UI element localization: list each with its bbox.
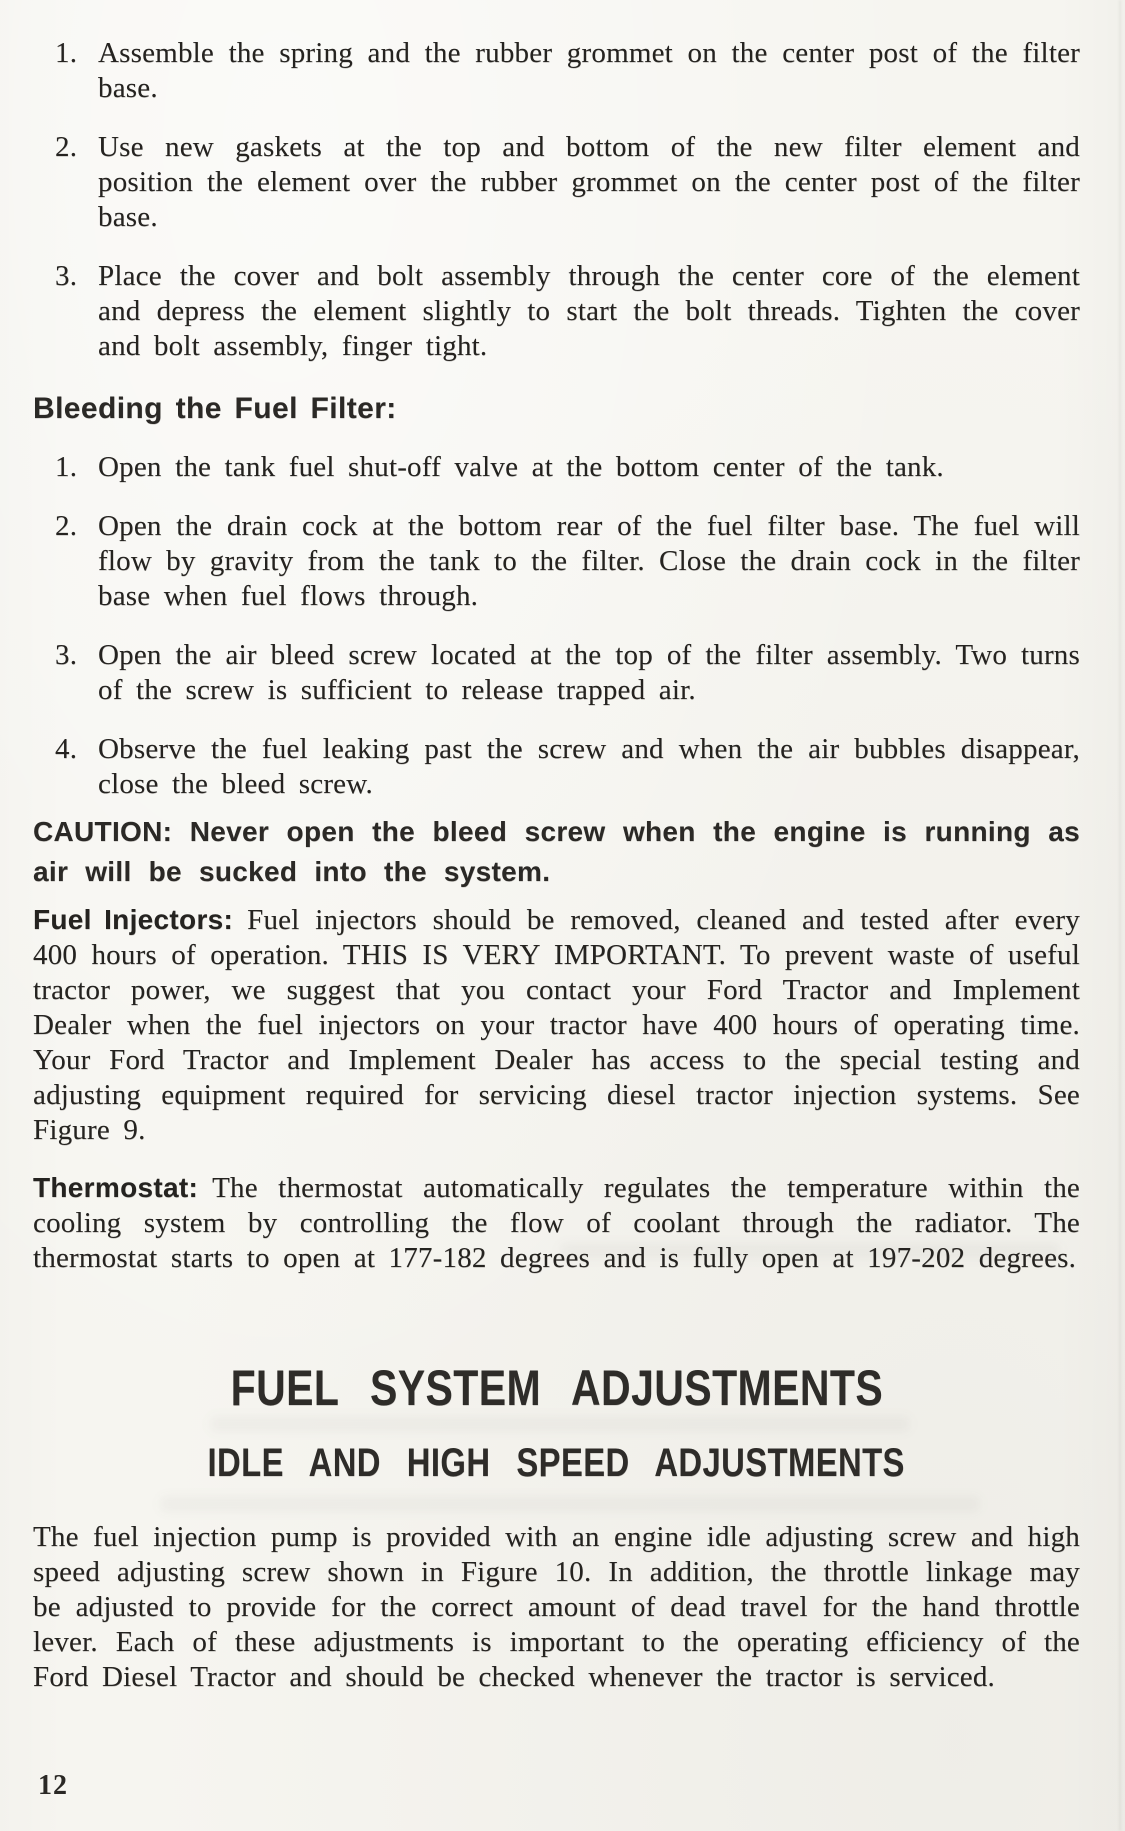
list-item-text: Place the cover and bolt assembly through the center core of the element and depress the element slightly to start the bolt threads. Tighten the cover and bolt assembly, finger tight.	[98, 260, 1080, 362]
list-item-number: 1.	[55, 37, 78, 69]
list-item	[33, 450, 1080, 485]
idle-high-speed-heading	[33, 1442, 1080, 1484]
list-item-text: Use new gaskets at the top and bottom of the new filter element and position the element over the rubber grommet on the center post of the filter base.	[98, 131, 1080, 233]
list-item-number: 2.	[55, 131, 78, 163]
caution-note: CAUTION: Never open the bleed screw when the engine is running as air will be sucked into the system.	[33, 816, 1080, 887]
list-item-number: 1.	[55, 451, 78, 483]
fuel-injectors-lead: Fuel Injectors:	[33, 904, 234, 935]
list-item-text: Assemble the spring and the rubber grommet on the center post of the filter base.	[98, 37, 1080, 104]
thermostat-lead: Thermostat:	[33, 1172, 199, 1203]
list-item	[33, 36, 1080, 106]
list-item-text: Open the tank fuel shut-off valve at the bottom center of the tank.	[98, 451, 944, 483]
fuel-injectors-body: Fuel injectors should be removed, cleaned and tested after every 400 hours of operation. THIS IS VERY IMPORTANT. To prevent waste of useful tractor power, we suggest that you contact your Ford Tractor and Implement Dealer when the fuel injectors on your tractor have 400 hours of operating time. Your Ford Tractor and Implement Dealer has access to the special testing and adjusting equipment required for servicing diesel tractor injection systems. See Figure 9.	[33, 904, 1080, 1146]
list-item-text: Open the drain cock at the bottom rear of the fuel filter base. The fuel will flow by gravity from the tank to the filter. Close the drain cock in the filter base when fuel flows through.	[98, 510, 1080, 612]
page-number: 12	[38, 1770, 68, 1801]
thermostat-paragraph	[33, 1170, 1080, 1276]
bleeding-steps-list	[33, 450, 1080, 802]
list-item-text: Open the air bleed screw located at the top of the filter assembly. Two turns of the screw is sufficient to release trapped air.	[98, 639, 1080, 706]
ghost-bleedthrough	[210, 1416, 910, 1432]
list-item-number: 4.	[55, 733, 78, 765]
assembly-steps-list	[33, 36, 1080, 364]
adjustments-intro-paragraph: The fuel injection pump is provided with an engine idle adjusting screw and high speed adjusting screw shown in Figure 10. In addition, the throttle linkage may be adjusted to provide for the correct amount of dead travel for the hand throttle lever. Each of these adjustments is important to the operating efficiency of the Ford Diesel Tractor and should be checked whenever the tractor is serviced.	[33, 1521, 1080, 1693]
idle-high-speed-heading-text: IDLE AND HIGH SPEED ADJUSTMENTS	[207, 1441, 906, 1485]
list-item	[33, 509, 1080, 614]
list-item-text: Observe the fuel leaking past the screw and when the air bubbles disappear, close the bleed screw.	[98, 733, 1080, 800]
list-item-number: 2.	[55, 510, 78, 542]
bleeding-section-heading: Bleeding the Fuel Filter:	[33, 392, 397, 425]
list-item	[33, 732, 1080, 802]
list-item	[33, 130, 1080, 235]
list-item	[33, 638, 1080, 708]
list-item	[33, 259, 1080, 364]
list-item-number: 3.	[55, 260, 78, 292]
scan-edge-streak	[1119, 0, 1121, 1831]
fuel-injectors-paragraph	[33, 902, 1080, 1148]
ghost-bleedthrough	[160, 1496, 980, 1512]
list-item-number: 3.	[55, 639, 78, 671]
fuel-system-adjustments-heading-text: FUEL SYSTEM ADJUSTMENTS	[230, 1360, 883, 1416]
fuel-system-adjustments-heading	[33, 1362, 1080, 1414]
thermostat-body: The thermostat automatically regulates the temperature within the cooling system by controlling the flow of coolant through the radiator. The thermostat starts to open at 177-182 degrees and is fully open at 197-202 degrees.	[33, 1172, 1080, 1274]
